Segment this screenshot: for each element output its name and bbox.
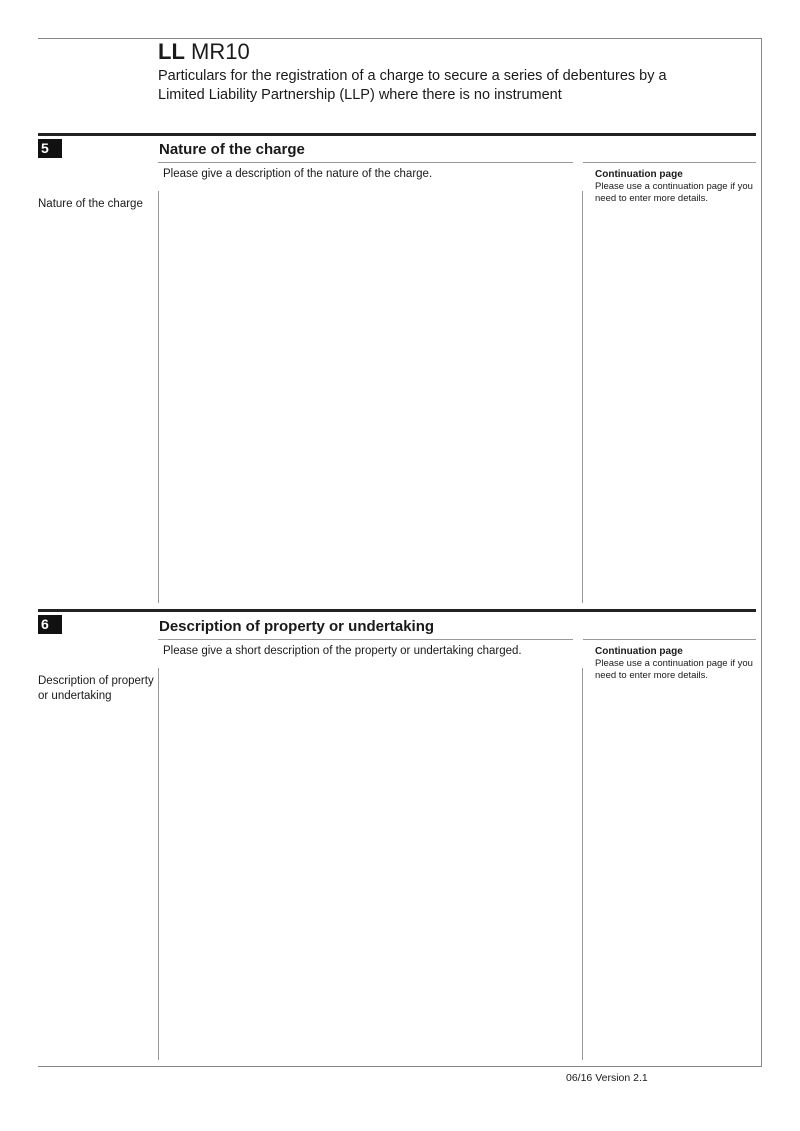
section-5-continuation-text: Please use a continuation page if you need to enter more details.	[595, 181, 753, 204]
form-version: 06/16 Version 2.1	[566, 1072, 648, 1084]
section-5-bar	[38, 133, 756, 136]
section-5-field-label: Nature of the charge	[38, 198, 143, 210]
section-5-instruction-top-rule	[158, 162, 573, 163]
property-description-input[interactable]	[158, 668, 583, 1060]
section-6-bar	[38, 609, 756, 612]
section-6-title: Description of property or undertaking	[159, 618, 435, 635]
section-6-instruction-top-rule	[158, 639, 573, 640]
section-6-continuation-title: Continuation page	[595, 646, 683, 657]
section-5-title: Nature of the charge	[159, 141, 305, 158]
section-5-continuation-rule	[583, 162, 756, 163]
page-right-rule	[761, 38, 762, 1066]
section-6-field-label: Description of property or undertaking	[38, 675, 154, 702]
form-code-prefix: LL	[158, 39, 185, 64]
form-code-number: MR10	[191, 39, 250, 64]
section-5-instruction: Please give a description of the nature of the charge.	[163, 168, 433, 180]
form-subtitle: Particulars for the registration of a charge to secure a series of debentures by a Limited Liability Partnership (LLP) where there is no instrument	[158, 68, 667, 103]
page-top-rule	[38, 38, 762, 39]
nature-of-charge-input[interactable]	[158, 191, 583, 603]
section-5-number: 5	[38, 139, 62, 158]
section-6-continuation-text: Please use a continuation page if you need to enter more details.	[595, 658, 753, 681]
section-6-continuation-rule	[583, 639, 756, 640]
section-5-continuation-title: Continuation page	[595, 169, 683, 180]
section-6-number: 6	[38, 615, 62, 634]
form-code	[158, 39, 250, 65]
section-6-instruction: Please give a short description of the property or undertaking charged.	[163, 645, 522, 657]
page-bottom-rule	[38, 1066, 762, 1067]
